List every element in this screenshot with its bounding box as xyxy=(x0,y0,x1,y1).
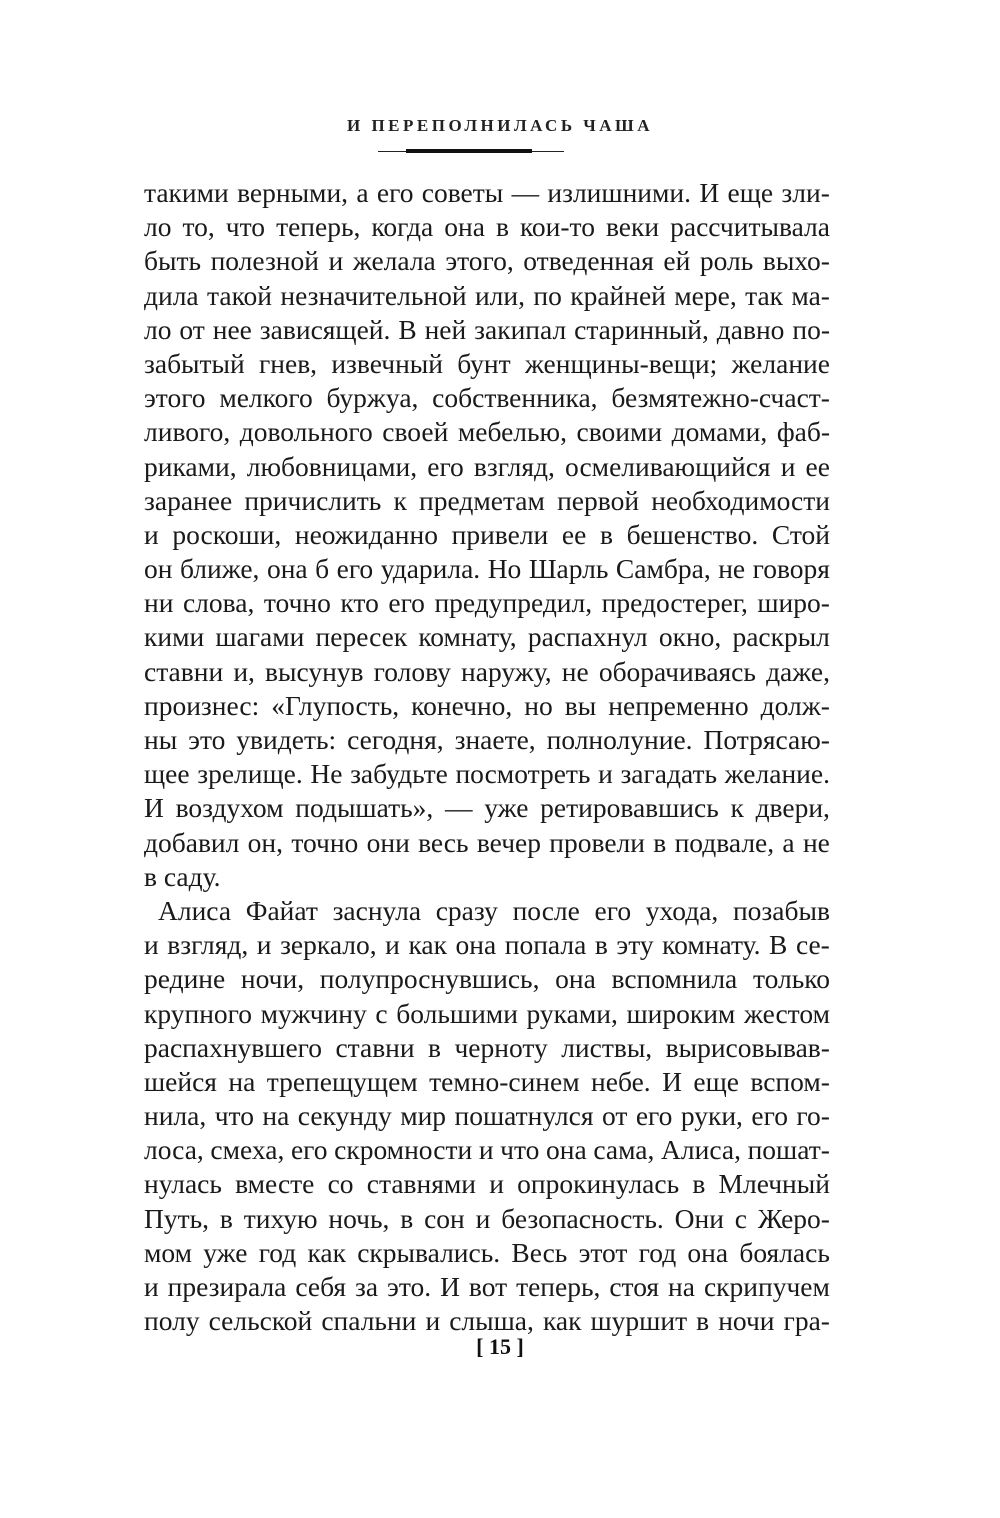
text-line: ни слова, точно кто его предупредил, предостерег, широ- xyxy=(144,587,830,619)
text-line: ливого, довольного своей мебелью, своими домами, фаб- xyxy=(144,416,830,448)
text-line: распахнувшего ставни в черноту листвы, вырисовывав- xyxy=(144,1031,830,1063)
text-line: крупного мужчину с большими руками, широким жестом xyxy=(144,997,830,1029)
text-line: И воздухом подышать», — уже ретировавшись к двери, xyxy=(144,792,830,824)
text-line: в саду. xyxy=(144,860,221,892)
text-line: редине ночи, полупроснувшись, она вспомнила только xyxy=(144,963,830,995)
text-line: такими верными, а его советы — излишними. И еще зли- xyxy=(144,177,830,208)
running-head: И ПЕРЕПОЛНИЛАСЬ ЧАША xyxy=(346,116,654,135)
text-line: и роскоши, неожиданно привели ее в бешенство. Стой xyxy=(144,518,830,550)
text-line: лоса, смеха, его скромности и что она сама, Алиса, пошат- xyxy=(144,1134,830,1166)
text-line: шейся на трепещущем темно-синем небе. И еще вспом- xyxy=(144,1065,830,1097)
text-line: щее зрелище. Не забудьте посмотреть и загадать желание. xyxy=(144,758,830,790)
text-line: нулась вместе со ставнями и опрокинулась в Млечный xyxy=(144,1168,830,1200)
text-line: быть полезной и желала этого, отведенная ей роль выхо- xyxy=(144,245,830,277)
page-number: [ 15 ] xyxy=(476,1334,524,1359)
body-text xyxy=(144,176,830,1338)
text-line: он ближе, она б его ударила. Но Шарль Самбра, не говоря xyxy=(144,553,830,585)
text-line: ло то, что теперь, когда она в кои-то веки рассчитывала xyxy=(144,211,830,243)
text-line: полу сельской спальни и слыша, как шуршит в ночи гра- xyxy=(144,1305,830,1337)
text-line: заранее причислить к предметам первой необходимости xyxy=(144,484,830,516)
text-line: мом уже год как скрывались. Весь этот год она боялась xyxy=(144,1236,830,1268)
text-line: ставни и, высунув голову наружу, не оборачиваясь даже, xyxy=(144,655,830,687)
text-line: добавил он, точно они весь вечер провели в подвале, а не xyxy=(144,826,830,858)
text-line: Путь, в тихую ночь, в сон и безопасность. Они с Жеро- xyxy=(144,1202,830,1234)
text-line: Алиса Файат заснула сразу после его ухода, позабыв xyxy=(158,894,830,926)
text-line: и презирала себя за это. И вот теперь, стоя на скрипучем xyxy=(144,1271,830,1302)
text-line: риками, любовницами, его взгляд, осмеливающийся и ее xyxy=(144,450,830,482)
text-line: ны это увидеть: сегодня, знаете, полнолуние. Потрясаю- xyxy=(144,724,830,755)
text-line: кими шагами пересек комнату, распахнул окно, раскрыл xyxy=(144,621,830,653)
text-line: дила такой незначительной или, по крайней мере, так ма- xyxy=(144,279,830,311)
running-head-rule-accent xyxy=(406,149,532,153)
text-line: ло от нее зависящей. В ней закипал старинный, давно по- xyxy=(144,313,830,345)
text-line: нила, что на секунду мир пошатнулся от его руки, его го- xyxy=(144,1100,830,1132)
text-line: забытый гнев, извечный бунт женщины-вещи; желание xyxy=(144,347,830,379)
text-line: и взгляд, и зеркало, и как она попала в эту комнату. В се- xyxy=(144,929,830,961)
text-line: произнес: «Глупость, конечно, но вы непременно долж- xyxy=(144,689,830,721)
text-line: этого мелкого буржуа, собственника, безмятежно-счаст- xyxy=(144,382,830,414)
